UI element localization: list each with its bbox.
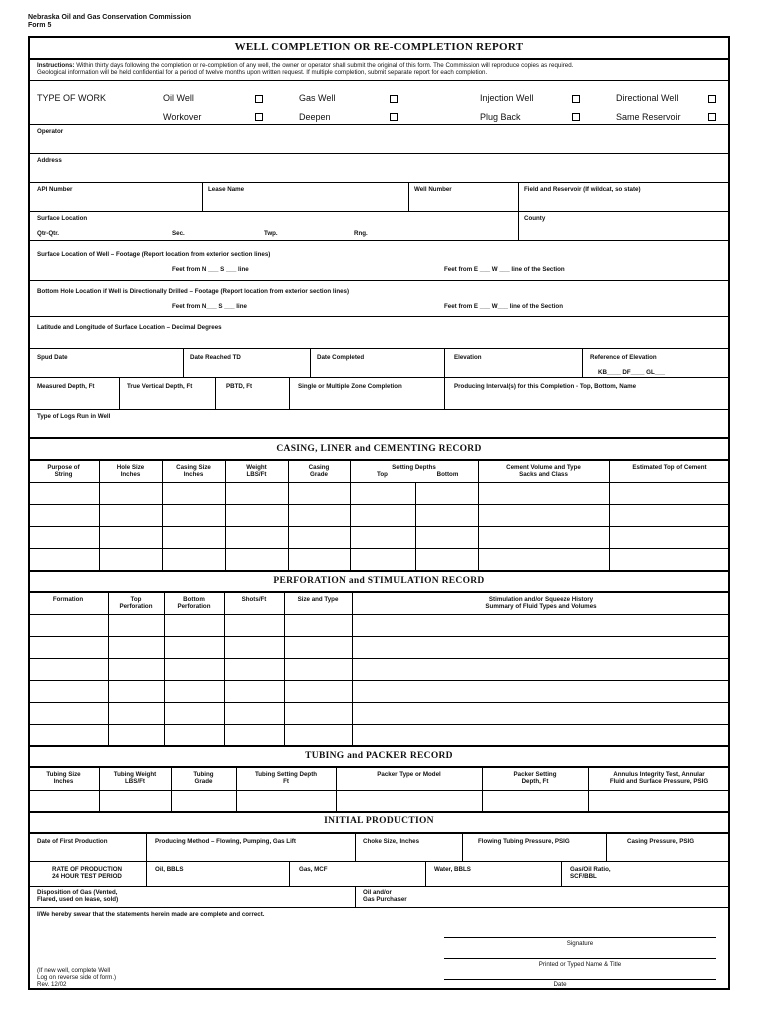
same-reservoir-checkbox[interactable] [708,113,716,121]
tubing-col-4-line-1: Packer Type or Model [377,771,441,778]
casing-col-6-line-1: Cement Volume and Type [506,464,581,471]
bottom-feet-ew: Feet from E ___ W___ line of the Section [444,303,563,310]
producing-method-label: Producing Method – Flowing, Pumping, Gas Lift [155,838,296,845]
gas-oil-ratio-label: Gas/Oil Ratio, [570,866,611,873]
instructions-line-2: Geological information will be held confidential for a period of twelve months upon written request. If multiple completion, submit separate report for each completion. [37,69,488,76]
test-period-label: 24 HOUR TEST PERIOD [52,873,122,880]
casing-cell[interactable] [163,549,224,569]
spud-date-label: Spud Date [37,354,68,361]
perf-cell[interactable] [353,659,729,679]
casing-cell[interactable] [100,549,161,569]
perf-cell[interactable] [29,725,107,745]
casing-col-2-line-1: Casing Size [176,464,211,471]
tubing-col-1-line-1: Tubing Weight [113,771,157,778]
perf-cell[interactable] [353,615,729,635]
perf-col-2-line-2: Perforation [177,603,211,610]
casing-cell[interactable] [29,549,98,569]
casing-cell[interactable] [610,527,729,547]
casing-record-title: CASING, LINER and CEMENTING RECORD [276,444,482,454]
casing-cell[interactable] [351,527,477,547]
tubing-col-0-line-2: Inches [53,778,74,785]
perf-cell[interactable] [109,659,163,679]
form-number: Form 5 [28,22,52,29]
casing-cell[interactable] [226,483,287,503]
perf-cell[interactable] [285,637,351,657]
perf-col-4-line-1: Size and Type [297,596,339,603]
surface-feet-ew: Feet from E ___ W ___ line of the Section [444,266,565,273]
casing-cell[interactable] [29,483,98,503]
casing-cell[interactable] [610,549,729,569]
casing-col-2-line-2: Inches [183,471,204,478]
plug-back-label: Plug Back [480,112,521,122]
casing-cell[interactable] [163,483,224,503]
water-bbls-label: Water, BBLS [434,866,471,873]
logs-run-label: Type of Logs Run in Well [37,413,111,420]
lat-long-label: Latitude and Longitude of Surface Location – Decimal Degrees [37,324,222,331]
perf-cell[interactable] [353,681,729,701]
casing-col-3-line-1: Weight [246,464,267,471]
casing-col-5-line-1: Setting Depths [392,464,436,471]
perf-cell[interactable] [225,615,283,635]
perf-cell[interactable] [109,681,163,701]
casing-cell[interactable] [100,527,161,547]
casing-col-0-line-1: Purpose of [47,464,80,471]
section-label: Sec. [172,230,185,237]
flowing-tubing-pressure-label: Flowing Tubing Pressure, PSIG [478,838,570,845]
qtr-qtr-label: Qtr-Qtr. [37,230,59,237]
surface-location-label: Surface Location [37,215,88,222]
field-reservoir-label: Field and Reservoir (If wildcat, so state) [524,186,641,193]
perf-cell[interactable] [109,725,163,745]
same-reservoir-label: Same Reservoir [616,112,681,122]
perf-cell[interactable] [109,615,163,635]
reference-elevation-label: Reference of Elevation [590,354,657,361]
perf-cell[interactable] [225,681,283,701]
oil-well-label: Oil Well [163,93,194,103]
note-line-2: Log on reverse side of form.) [37,974,117,981]
perf-cell[interactable] [285,681,351,701]
perf-col-5-line-1: Stimulation and/or Squeeze History [488,596,594,603]
swear-statement: I/We hereby swear that the statements herein made are complete and correct. [37,911,265,918]
perf-cell[interactable] [353,703,729,723]
form-title: WELL COMPLETION OR RE-COMPLETION REPORT [234,41,524,53]
surface-footage-label: Surface Location of Well – Footage (Report location from exterior section lines) [37,251,271,258]
casing-cell[interactable] [289,505,349,525]
casing-cell[interactable] [479,483,608,503]
casing-cell[interactable] [289,549,349,569]
perf-col-3-line-1: Shots/Ft [241,596,267,603]
casing-col-1-line-1: Hole Size [116,464,145,471]
tubing-cell[interactable] [29,791,98,810]
first-production-label: Date of First Production [37,838,108,845]
casing-cell[interactable] [289,483,349,503]
api-number-label: API Number [37,186,73,193]
tubing-col-3-line-1: Tubing Setting Depth [254,771,318,778]
gas-well-label: Gas Well [299,93,336,103]
casing-col-1-line-2: Inches [120,471,141,478]
casing-cell[interactable] [351,505,477,525]
injection-well-checkbox[interactable] [572,95,580,103]
instructions-text-1: Within thirty days following the completion or re-completion of any well, the owner or operator shall submit the original of this form. The Commission will reproduce copies as required. [76,62,574,69]
tubing-cell[interactable] [172,791,235,810]
bottom-feet-ns: Feet from N___ S ___ line [172,303,247,310]
casing-cell[interactable] [351,483,477,503]
producing-interval-label: Producing Interval(s) for this Completion - Top, Bottom, Name [454,383,637,390]
gas-well-checkbox[interactable] [390,95,398,103]
rate-production-label: RATE OF PRODUCTION [51,866,122,873]
casing-cell[interactable] [163,527,224,547]
perf-cell[interactable] [285,615,351,635]
instructions-line-1 [37,62,573,69]
zone-completion-label: Single or Multiple Zone Completion [298,383,402,390]
perf-cell[interactable] [225,659,283,679]
instructions-label: Instructions: [37,62,75,69]
tubing-col-3-line-2: Ft [283,778,289,785]
elevation-label: Elevation [454,354,482,361]
perf-cell[interactable] [165,703,223,723]
perf-cell[interactable] [165,615,223,635]
perf-cell[interactable] [353,637,729,657]
casing-col-3-line-2: LBS/Ft [246,471,267,478]
casing-cell[interactable] [29,505,98,525]
perf-cell[interactable] [29,703,107,723]
perf-cell[interactable] [353,725,729,745]
casing-cell[interactable] [479,549,608,569]
directional-well-label: Directional Well [616,93,679,103]
date-field[interactable] [444,967,716,979]
tubing-col-0-line-1: Tubing Size [46,771,81,778]
casing-col-4-line-2: Grade [310,471,328,478]
perf-cell[interactable] [285,659,351,679]
tubing-col-2-line-1: Tubing [193,771,214,778]
choke-size-label: Choke Size, Inches [363,838,420,845]
perf-cell[interactable] [225,637,283,657]
casing-cell[interactable] [479,527,608,547]
casing-setting-top-label: Top [377,471,388,478]
deepen-label: Deepen [299,112,331,122]
casing-cell[interactable] [226,549,287,569]
casing-pressure-label: Casing Pressure, PSIG [627,838,695,845]
perf-cell[interactable] [165,659,223,679]
tubing-record-title: TUBING and PACKER RECORD [305,751,453,761]
directional-well-checkbox[interactable] [708,95,716,103]
date-completed-label: Date Completed [317,354,365,361]
tubing-cell[interactable] [337,791,481,810]
deepen-checkbox[interactable] [390,113,398,121]
perf-col-1-line-2: Perforation [119,603,153,610]
casing-cell[interactable] [610,483,729,503]
casing-col-7-line-1: Estimated Top of Cement [632,464,707,471]
workover-label: Workover [163,112,202,122]
perf-cell[interactable] [165,681,223,701]
perf-cell[interactable] [285,725,351,745]
tubing-col-5-line-2: Depth, Ft [521,778,549,785]
bottom-hole-label: Bottom Hole Location if Well is Directionally Drilled – Footage (Report location from exterior section lines) [37,288,350,295]
county-label: County [524,215,546,222]
tubing-col-1-line-2: LBS/Ft [125,778,145,785]
agency-name: Nebraska Oil and Gas Conservation Commission [28,14,191,21]
casing-col-4-line-1: Casing [308,464,330,471]
operator-field[interactable] [30,136,728,152]
perf-cell[interactable] [29,659,107,679]
measured-depth-label: Measured Depth, Ft [37,383,95,390]
type-of-work-label: TYPE OF WORK [37,93,107,103]
date-reached-td-label: Date Reached TD [190,354,241,361]
address-field[interactable] [30,165,728,181]
casing-cell[interactable] [479,505,608,525]
perf-cell[interactable] [165,725,223,745]
scf-bbl-label: SCF/BBL [570,873,597,880]
gas-mcf-label: Gas, MCF [299,866,328,873]
casing-col-0-line-2: String [54,471,73,478]
workover-checkbox[interactable] [255,113,263,121]
purchaser-label-1: Oil and/or [363,889,392,896]
perf-col-2-line-1: Bottom [183,596,205,603]
tubing-col-5-line-1: Packer Setting [513,771,557,778]
purchaser-label-2: Gas Purchaser [363,896,407,903]
perf-cell[interactable] [109,703,163,723]
perf-cell[interactable] [29,681,107,701]
kb-df-gl-label: KB____ DF____ GL___ [598,369,666,376]
note-line-1: (If new well, complete Well [37,967,111,974]
range-label: Rng. [354,230,368,237]
oil-bbls-label: Oil, BBLS [155,866,184,873]
perf-col-0-line-1: Formation [52,596,84,603]
tubing-col-6-line-1: Annulus Integrity Test, Annular [613,771,705,778]
gas-disposition-label-1: Disposition of Gas (Vented, [37,889,118,896]
casing-cell[interactable] [100,483,161,503]
perf-col-1-line-1: Top [130,596,142,603]
casing-cell[interactable] [100,505,161,525]
casing-cell[interactable] [610,505,729,525]
perf-cell[interactable] [109,637,163,657]
tubing-cell[interactable] [237,791,335,810]
casing-col-6-line-2: Sacks and Class [519,471,568,478]
perf-cell[interactable] [29,637,107,657]
address-label: Address [37,157,62,164]
printed-name-field[interactable] [444,946,716,958]
well-number-label: Well Number [414,186,452,193]
casing-cell[interactable] [226,527,287,547]
casing-cell[interactable] [226,505,287,525]
casing-cell[interactable] [29,527,98,547]
tubing-col-2-line-2: Grade [194,778,213,785]
lease-name-label: Lease Name [208,186,245,193]
tubing-cell[interactable] [589,791,729,810]
tubing-cell[interactable] [100,791,170,810]
township-label: Twp. [264,230,278,237]
casing-cell[interactable] [289,527,349,547]
perf-col-5-line-2: Summary of Fluid Types and Volumes [485,603,597,610]
gas-disposition-label-2: Flared, used on lease, sold) [37,896,119,903]
casing-cell[interactable] [351,549,477,569]
revision-label: Rev. 12/02 [37,981,67,988]
perf-cell[interactable] [165,637,223,657]
date-label: Date [553,981,567,988]
printed-name-label: Printed or Typed Name & Title [538,961,622,968]
injection-well-label: Injection Well [480,93,534,103]
signature-label: Signature [566,940,594,947]
tubing-col-6-line-2: Fluid and Surface Pressure, PSIG [609,778,709,785]
perf-cell[interactable] [285,703,351,723]
operator-label: Operator [37,128,64,135]
oil-well-checkbox[interactable] [255,95,263,103]
initial-production-title: INITIAL PRODUCTION [324,816,434,826]
perf-cell[interactable] [225,703,283,723]
pbtd-label: PBTD, Ft [226,383,253,390]
casing-cell[interactable] [163,505,224,525]
perf-cell[interactable] [225,725,283,745]
casing-setting-bottom-label: Bottom [436,471,459,478]
plug-back-checkbox[interactable] [572,113,580,121]
surface-feet-ns: Feet from N ___ S ___ line [172,266,249,273]
tubing-cell[interactable] [483,791,587,810]
perforation-record-title: PERFORATION and STIMULATION RECORD [273,576,485,586]
perf-cell[interactable] [29,615,107,635]
true-vertical-depth-label: True Vertical Depth, Ft [127,383,193,390]
signature-field[interactable] [444,925,716,937]
